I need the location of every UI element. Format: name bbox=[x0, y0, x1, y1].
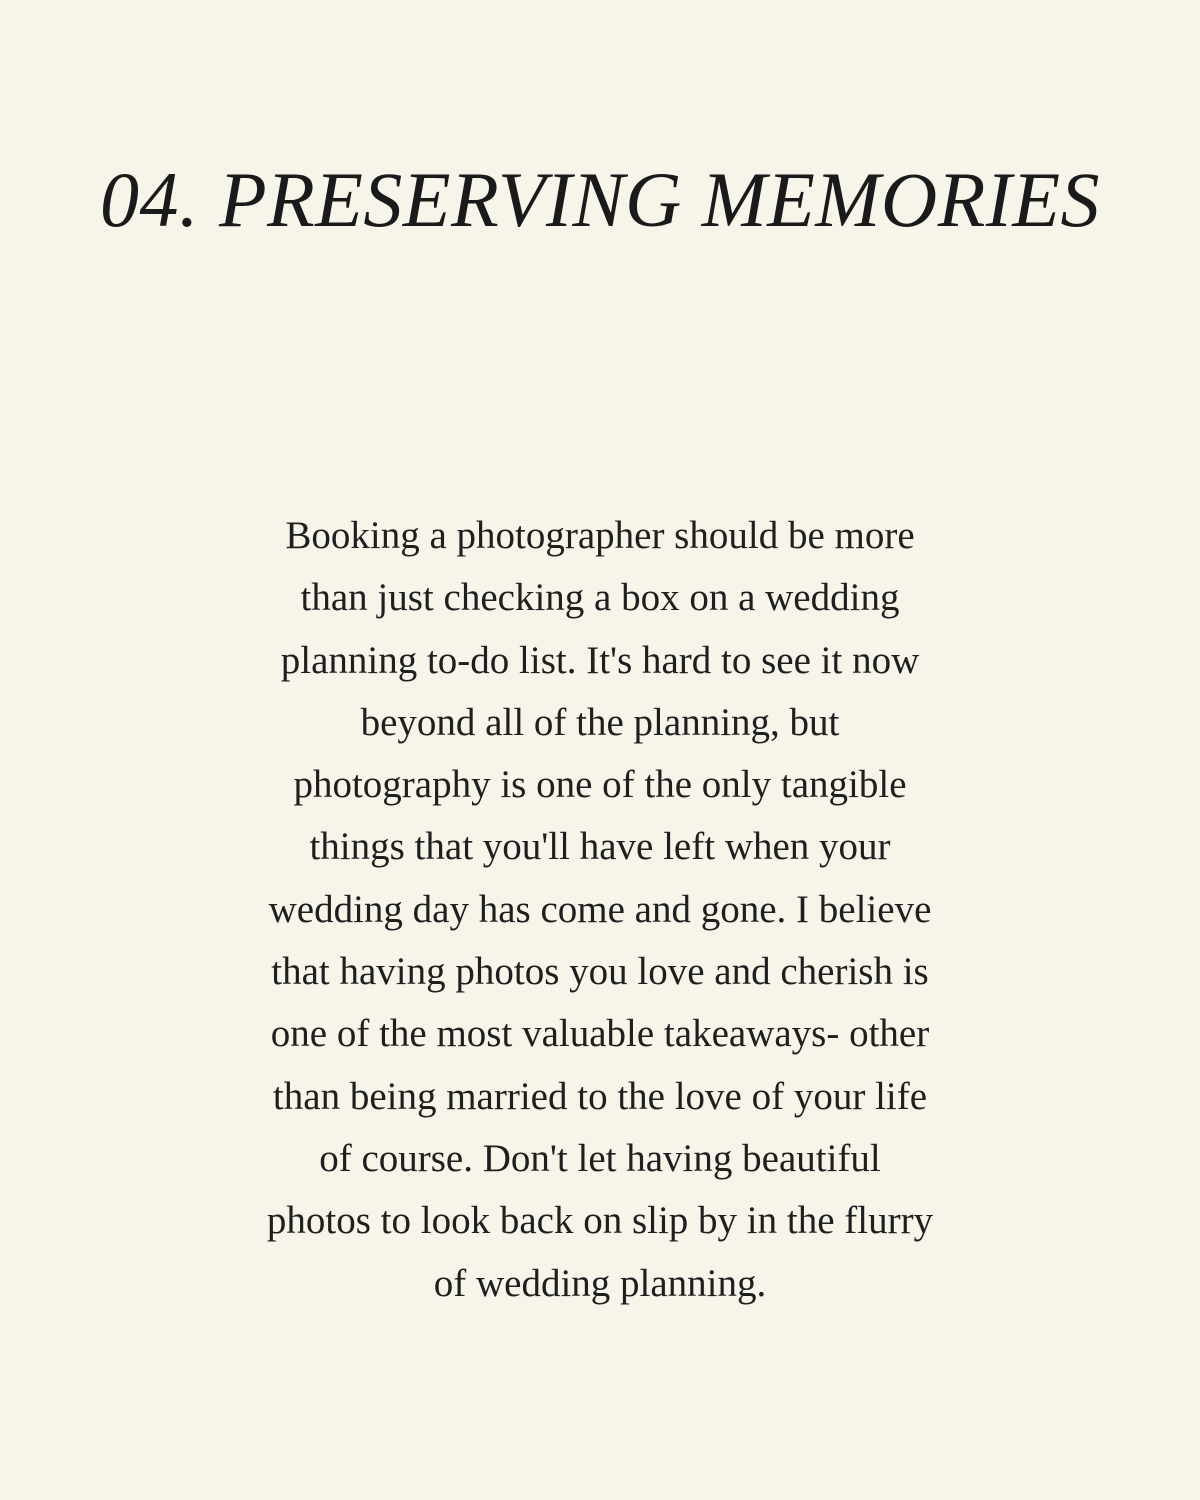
body-line: Booking a photographer should be more bbox=[285, 514, 915, 557]
body-line: than being married to the love of your life bbox=[272, 1074, 928, 1118]
body-line: things that you'll have left when your bbox=[309, 825, 891, 869]
body-paragraph bbox=[200, 505, 1000, 1315]
body-line: than just checking a box on a wedding bbox=[300, 576, 900, 620]
body-line: one of the most valuable takeaways- other bbox=[270, 1012, 930, 1056]
body-line: photos to look back on slip by in the flurry bbox=[266, 1199, 934, 1243]
body-line: planning to-do list. It's hard to see it now bbox=[280, 638, 920, 682]
body-line: beyond all of the planning, but bbox=[360, 700, 840, 744]
body-line: wedding day has come and gone. I believe bbox=[268, 887, 932, 931]
body-line: of course. Don't let having beautiful bbox=[319, 1136, 881, 1180]
page-title: 04. PRESERVING MEMORIES bbox=[100, 156, 1100, 243]
body-line: photography is one of the only tangible bbox=[293, 763, 907, 807]
body-line: that having photos you love and cherish is bbox=[271, 950, 929, 994]
body-line: of wedding planning. bbox=[433, 1261, 767, 1305]
